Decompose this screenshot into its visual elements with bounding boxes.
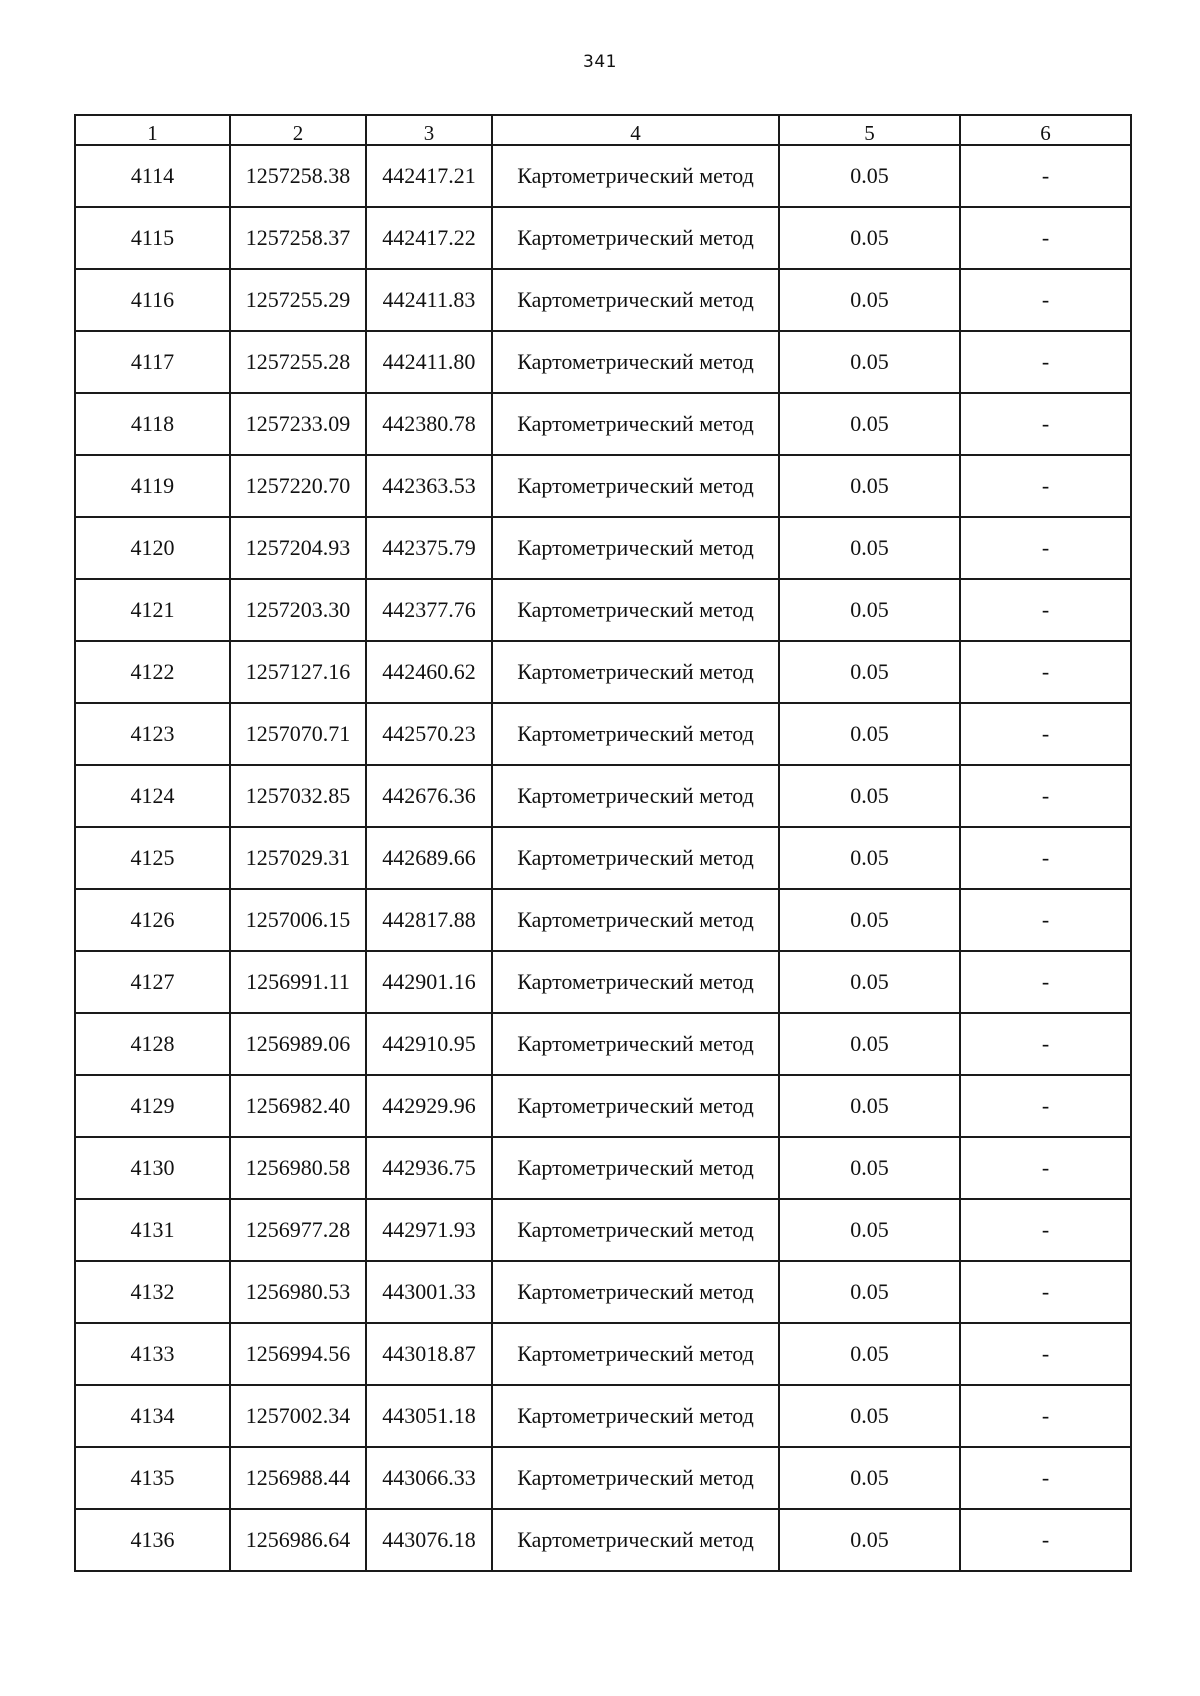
table-row xyxy=(75,1199,1131,1261)
method-cell: Картометрический метод xyxy=(492,1261,779,1323)
x-coordinate-cell: 1256980.53 xyxy=(230,1261,366,1323)
x-coordinate-cell: 1257204.93 xyxy=(230,517,366,579)
point-number-cell: 4122 xyxy=(75,641,230,703)
table-row xyxy=(75,641,1131,703)
x-coordinate-cell: 1257258.38 xyxy=(230,145,366,207)
point-number-cell: 4135 xyxy=(75,1447,230,1509)
table-header xyxy=(75,115,1131,145)
point-number-cell: 4136 xyxy=(75,1509,230,1571)
table-row xyxy=(75,1137,1131,1199)
precision-cell: 0.05 xyxy=(779,1137,960,1199)
precision-cell: 0.05 xyxy=(779,517,960,579)
note-cell: - xyxy=(960,331,1131,393)
y-coordinate-cell: 442570.23 xyxy=(366,703,492,765)
precision-cell: 0.05 xyxy=(779,1509,960,1571)
note-cell: - xyxy=(960,393,1131,455)
y-coordinate-cell: 442363.53 xyxy=(366,455,492,517)
column-header: 3 xyxy=(366,115,492,145)
method-cell: Картометрический метод xyxy=(492,765,779,827)
y-coordinate-cell: 442417.22 xyxy=(366,207,492,269)
column-header: 1 xyxy=(75,115,230,145)
point-number-cell: 4134 xyxy=(75,1385,230,1447)
x-coordinate-cell: 1257029.31 xyxy=(230,827,366,889)
note-cell: - xyxy=(960,1199,1131,1261)
precision-cell: 0.05 xyxy=(779,579,960,641)
precision-cell: 0.05 xyxy=(779,1075,960,1137)
precision-cell: 0.05 xyxy=(779,269,960,331)
note-cell: - xyxy=(960,1323,1131,1385)
precision-cell: 0.05 xyxy=(779,1385,960,1447)
table-row xyxy=(75,703,1131,765)
note-cell: - xyxy=(960,641,1131,703)
x-coordinate-cell: 1257220.70 xyxy=(230,455,366,517)
table-row xyxy=(75,1447,1131,1509)
method-cell: Картометрический метод xyxy=(492,579,779,641)
point-number-cell: 4123 xyxy=(75,703,230,765)
precision-cell: 0.05 xyxy=(779,393,960,455)
point-number-cell: 4129 xyxy=(75,1075,230,1137)
precision-cell: 0.05 xyxy=(779,1013,960,1075)
table-row xyxy=(75,827,1131,889)
note-cell: - xyxy=(960,269,1131,331)
method-cell: Картометрический метод xyxy=(492,517,779,579)
table-row xyxy=(75,207,1131,269)
table-row xyxy=(75,331,1131,393)
table-body xyxy=(75,145,1131,1571)
column-header: 2 xyxy=(230,115,366,145)
point-number-cell: 4116 xyxy=(75,269,230,331)
note-cell: - xyxy=(960,455,1131,517)
point-number-cell: 4127 xyxy=(75,951,230,1013)
note-cell: - xyxy=(960,207,1131,269)
y-coordinate-cell: 443051.18 xyxy=(366,1385,492,1447)
y-coordinate-cell: 442689.66 xyxy=(366,827,492,889)
point-number-cell: 4132 xyxy=(75,1261,230,1323)
y-coordinate-cell: 443018.87 xyxy=(366,1323,492,1385)
point-number-cell: 4131 xyxy=(75,1199,230,1261)
point-number-cell: 4115 xyxy=(75,207,230,269)
y-coordinate-cell: 442375.79 xyxy=(366,517,492,579)
note-cell: - xyxy=(960,1075,1131,1137)
point-number-cell: 4117 xyxy=(75,331,230,393)
x-coordinate-cell: 1256980.58 xyxy=(230,1137,366,1199)
method-cell: Картометрический метод xyxy=(492,703,779,765)
method-cell: Картометрический метод xyxy=(492,889,779,951)
method-cell: Картометрический метод xyxy=(492,1137,779,1199)
precision-cell: 0.05 xyxy=(779,331,960,393)
x-coordinate-cell: 1257070.71 xyxy=(230,703,366,765)
precision-cell: 0.05 xyxy=(779,827,960,889)
precision-cell: 0.05 xyxy=(779,455,960,517)
method-cell: Картометрический метод xyxy=(492,393,779,455)
point-number-cell: 4130 xyxy=(75,1137,230,1199)
precision-cell: 0.05 xyxy=(779,889,960,951)
y-coordinate-cell: 442817.88 xyxy=(366,889,492,951)
table-row xyxy=(75,889,1131,951)
y-coordinate-cell: 443076.18 xyxy=(366,1509,492,1571)
table-row xyxy=(75,393,1131,455)
y-coordinate-cell: 442411.83 xyxy=(366,269,492,331)
point-number-cell: 4126 xyxy=(75,889,230,951)
column-header: 4 xyxy=(492,115,779,145)
method-cell: Картометрический метод xyxy=(492,1199,779,1261)
x-coordinate-cell: 1257002.34 xyxy=(230,1385,366,1447)
y-coordinate-cell: 442417.21 xyxy=(366,145,492,207)
table-row xyxy=(75,951,1131,1013)
precision-cell: 0.05 xyxy=(779,145,960,207)
method-cell: Картометрический метод xyxy=(492,1013,779,1075)
x-coordinate-cell: 1257258.37 xyxy=(230,207,366,269)
note-cell: - xyxy=(960,1509,1131,1571)
note-cell: - xyxy=(960,1447,1131,1509)
y-coordinate-cell: 442901.16 xyxy=(366,951,492,1013)
table-row xyxy=(75,1509,1131,1571)
note-cell: - xyxy=(960,1385,1131,1447)
x-coordinate-cell: 1257233.09 xyxy=(230,393,366,455)
note-cell: - xyxy=(960,889,1131,951)
precision-cell: 0.05 xyxy=(779,765,960,827)
x-coordinate-cell: 1256982.40 xyxy=(230,1075,366,1137)
y-coordinate-cell: 442377.76 xyxy=(366,579,492,641)
table-row xyxy=(75,1261,1131,1323)
note-cell: - xyxy=(960,517,1131,579)
table-row xyxy=(75,145,1131,207)
point-number-cell: 4125 xyxy=(75,827,230,889)
x-coordinate-cell: 1257006.15 xyxy=(230,889,366,951)
x-coordinate-cell: 1257127.16 xyxy=(230,641,366,703)
precision-cell: 0.05 xyxy=(779,703,960,765)
x-coordinate-cell: 1257255.28 xyxy=(230,331,366,393)
point-number-cell: 4120 xyxy=(75,517,230,579)
note-cell: - xyxy=(960,145,1131,207)
y-coordinate-cell: 442910.95 xyxy=(366,1013,492,1075)
table-row xyxy=(75,579,1131,641)
point-number-cell: 4121 xyxy=(75,579,230,641)
table-row xyxy=(75,1013,1131,1075)
column-header: 5 xyxy=(779,115,960,145)
point-number-cell: 4133 xyxy=(75,1323,230,1385)
y-coordinate-cell: 442929.96 xyxy=(366,1075,492,1137)
method-cell: Картометрический метод xyxy=(492,641,779,703)
table-row xyxy=(75,1323,1131,1385)
precision-cell: 0.05 xyxy=(779,641,960,703)
method-cell: Картометрический метод xyxy=(492,1385,779,1447)
table-row xyxy=(75,455,1131,517)
x-coordinate-cell: 1256991.11 xyxy=(230,951,366,1013)
method-cell: Картометрический метод xyxy=(492,207,779,269)
method-cell: Картометрический метод xyxy=(492,1509,779,1571)
precision-cell: 0.05 xyxy=(779,1447,960,1509)
point-number-cell: 4124 xyxy=(75,765,230,827)
method-cell: Картометрический метод xyxy=(492,827,779,889)
method-cell: Картометрический метод xyxy=(492,269,779,331)
point-number-cell: 4118 xyxy=(75,393,230,455)
x-coordinate-cell: 1256986.64 xyxy=(230,1509,366,1571)
y-coordinate-cell: 442936.75 xyxy=(366,1137,492,1199)
y-coordinate-cell: 442676.36 xyxy=(366,765,492,827)
x-coordinate-cell: 1256994.56 xyxy=(230,1323,366,1385)
x-coordinate-cell: 1256989.06 xyxy=(230,1013,366,1075)
note-cell: - xyxy=(960,1137,1131,1199)
y-coordinate-cell: 442460.62 xyxy=(366,641,492,703)
method-cell: Картометрический метод xyxy=(492,331,779,393)
note-cell: - xyxy=(960,765,1131,827)
note-cell: - xyxy=(960,1261,1131,1323)
note-cell: - xyxy=(960,703,1131,765)
method-cell: Картометрический метод xyxy=(492,1323,779,1385)
point-number-cell: 4114 xyxy=(75,145,230,207)
table-row xyxy=(75,517,1131,579)
method-cell: Картометрический метод xyxy=(492,951,779,1013)
page-number: 341 xyxy=(583,52,617,72)
table-row xyxy=(75,269,1131,331)
x-coordinate-cell: 1256988.44 xyxy=(230,1447,366,1509)
table-row xyxy=(75,765,1131,827)
x-coordinate-cell: 1257203.30 xyxy=(230,579,366,641)
y-coordinate-cell: 443001.33 xyxy=(366,1261,492,1323)
note-cell: - xyxy=(960,1013,1131,1075)
table-row xyxy=(75,1385,1131,1447)
x-coordinate-cell: 1257032.85 xyxy=(230,765,366,827)
x-coordinate-cell: 1257255.29 xyxy=(230,269,366,331)
precision-cell: 0.05 xyxy=(779,1323,960,1385)
x-coordinate-cell: 1256977.28 xyxy=(230,1199,366,1261)
note-cell: - xyxy=(960,579,1131,641)
table-row xyxy=(75,1075,1131,1137)
y-coordinate-cell: 442971.93 xyxy=(366,1199,492,1261)
method-cell: Картометрический метод xyxy=(492,145,779,207)
note-cell: - xyxy=(960,827,1131,889)
precision-cell: 0.05 xyxy=(779,951,960,1013)
point-number-cell: 4119 xyxy=(75,455,230,517)
coordinates-table xyxy=(74,114,1132,1572)
method-cell: Картометрический метод xyxy=(492,1075,779,1137)
precision-cell: 0.05 xyxy=(779,207,960,269)
y-coordinate-cell: 442411.80 xyxy=(366,331,492,393)
precision-cell: 0.05 xyxy=(779,1261,960,1323)
note-cell: - xyxy=(960,951,1131,1013)
method-cell: Картометрический метод xyxy=(492,1447,779,1509)
y-coordinate-cell: 442380.78 xyxy=(366,393,492,455)
column-header: 6 xyxy=(960,115,1131,145)
point-number-cell: 4128 xyxy=(75,1013,230,1075)
precision-cell: 0.05 xyxy=(779,1199,960,1261)
y-coordinate-cell: 443066.33 xyxy=(366,1447,492,1509)
header-row xyxy=(75,115,1131,145)
method-cell: Картометрический метод xyxy=(492,455,779,517)
